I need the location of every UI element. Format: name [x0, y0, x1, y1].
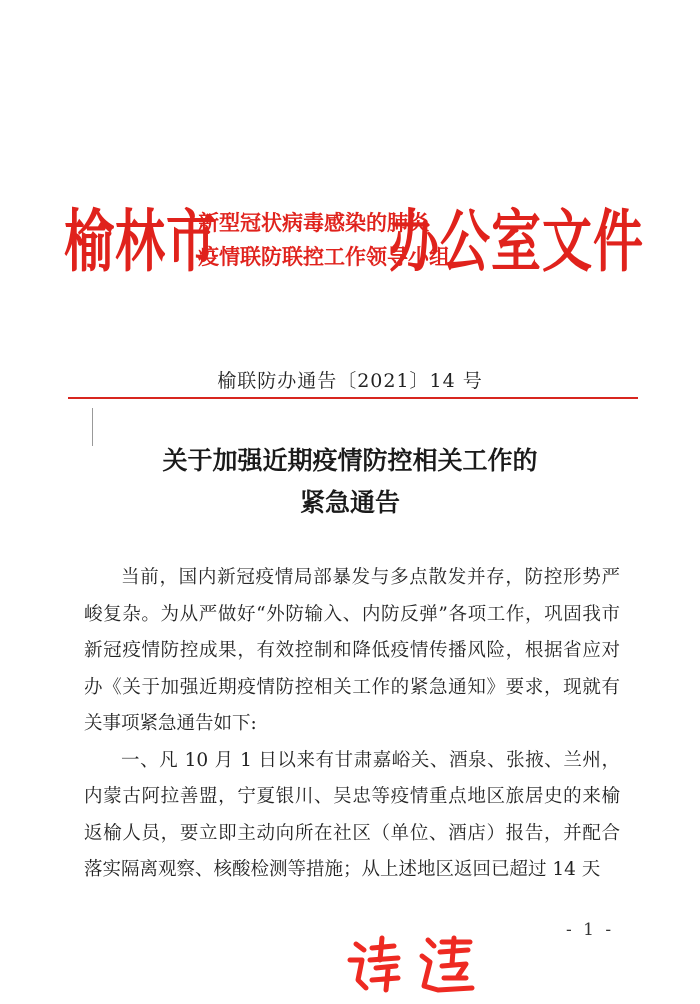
- title-line2: 紧急通告: [299, 488, 400, 517]
- page-number: - 1 -: [566, 920, 615, 940]
- red-header: [64, 196, 644, 296]
- body-paragraph-2: 一、凡 10 月 1 日以来有甘肃嘉峪关、酒泉、张掖、兰州，内蒙古阿拉善盟，宁夏银川、吴忠等疫情重点地区旅居史的来榆返榆人员，要立即主动向所在社区（单位、酒店）报告，并配合落实隔离观察、核酸检测等措施；从上述地区返回已超过 14 天: [84, 749, 620, 880]
- header-doc-type: 办公室文件: [389, 201, 644, 282]
- document-title: [0, 440, 700, 524]
- document-body: [84, 560, 620, 889]
- handwritten-signature: [342, 930, 482, 1000]
- title-line1: 关于加强近期疫情防控相关工作的: [162, 446, 538, 475]
- body-paragraph-1: 当前，国内新冠疫情局部暴发与多点散发并存，防控形势严峻复杂。为从严做好“外防输入、内防反弹”各项工作，巩固我市新冠疫情防控成果，有效控制和降低疫情传播风险，根据省应对办《关于加强近期疫情防控相关工作的紧急通知》要求，现就有关事项紧急通告如下:: [84, 567, 620, 734]
- header-city: 榆林市: [64, 201, 217, 282]
- header-org-line2: 疫情联防联控工作领导小组: [198, 244, 450, 269]
- red-divider: [68, 397, 638, 399]
- document-number: 榆联防办通告〔2021〕14 号: [217, 370, 483, 392]
- header-org-line1: 新型冠状病毒感染的肺炎: [198, 210, 429, 235]
